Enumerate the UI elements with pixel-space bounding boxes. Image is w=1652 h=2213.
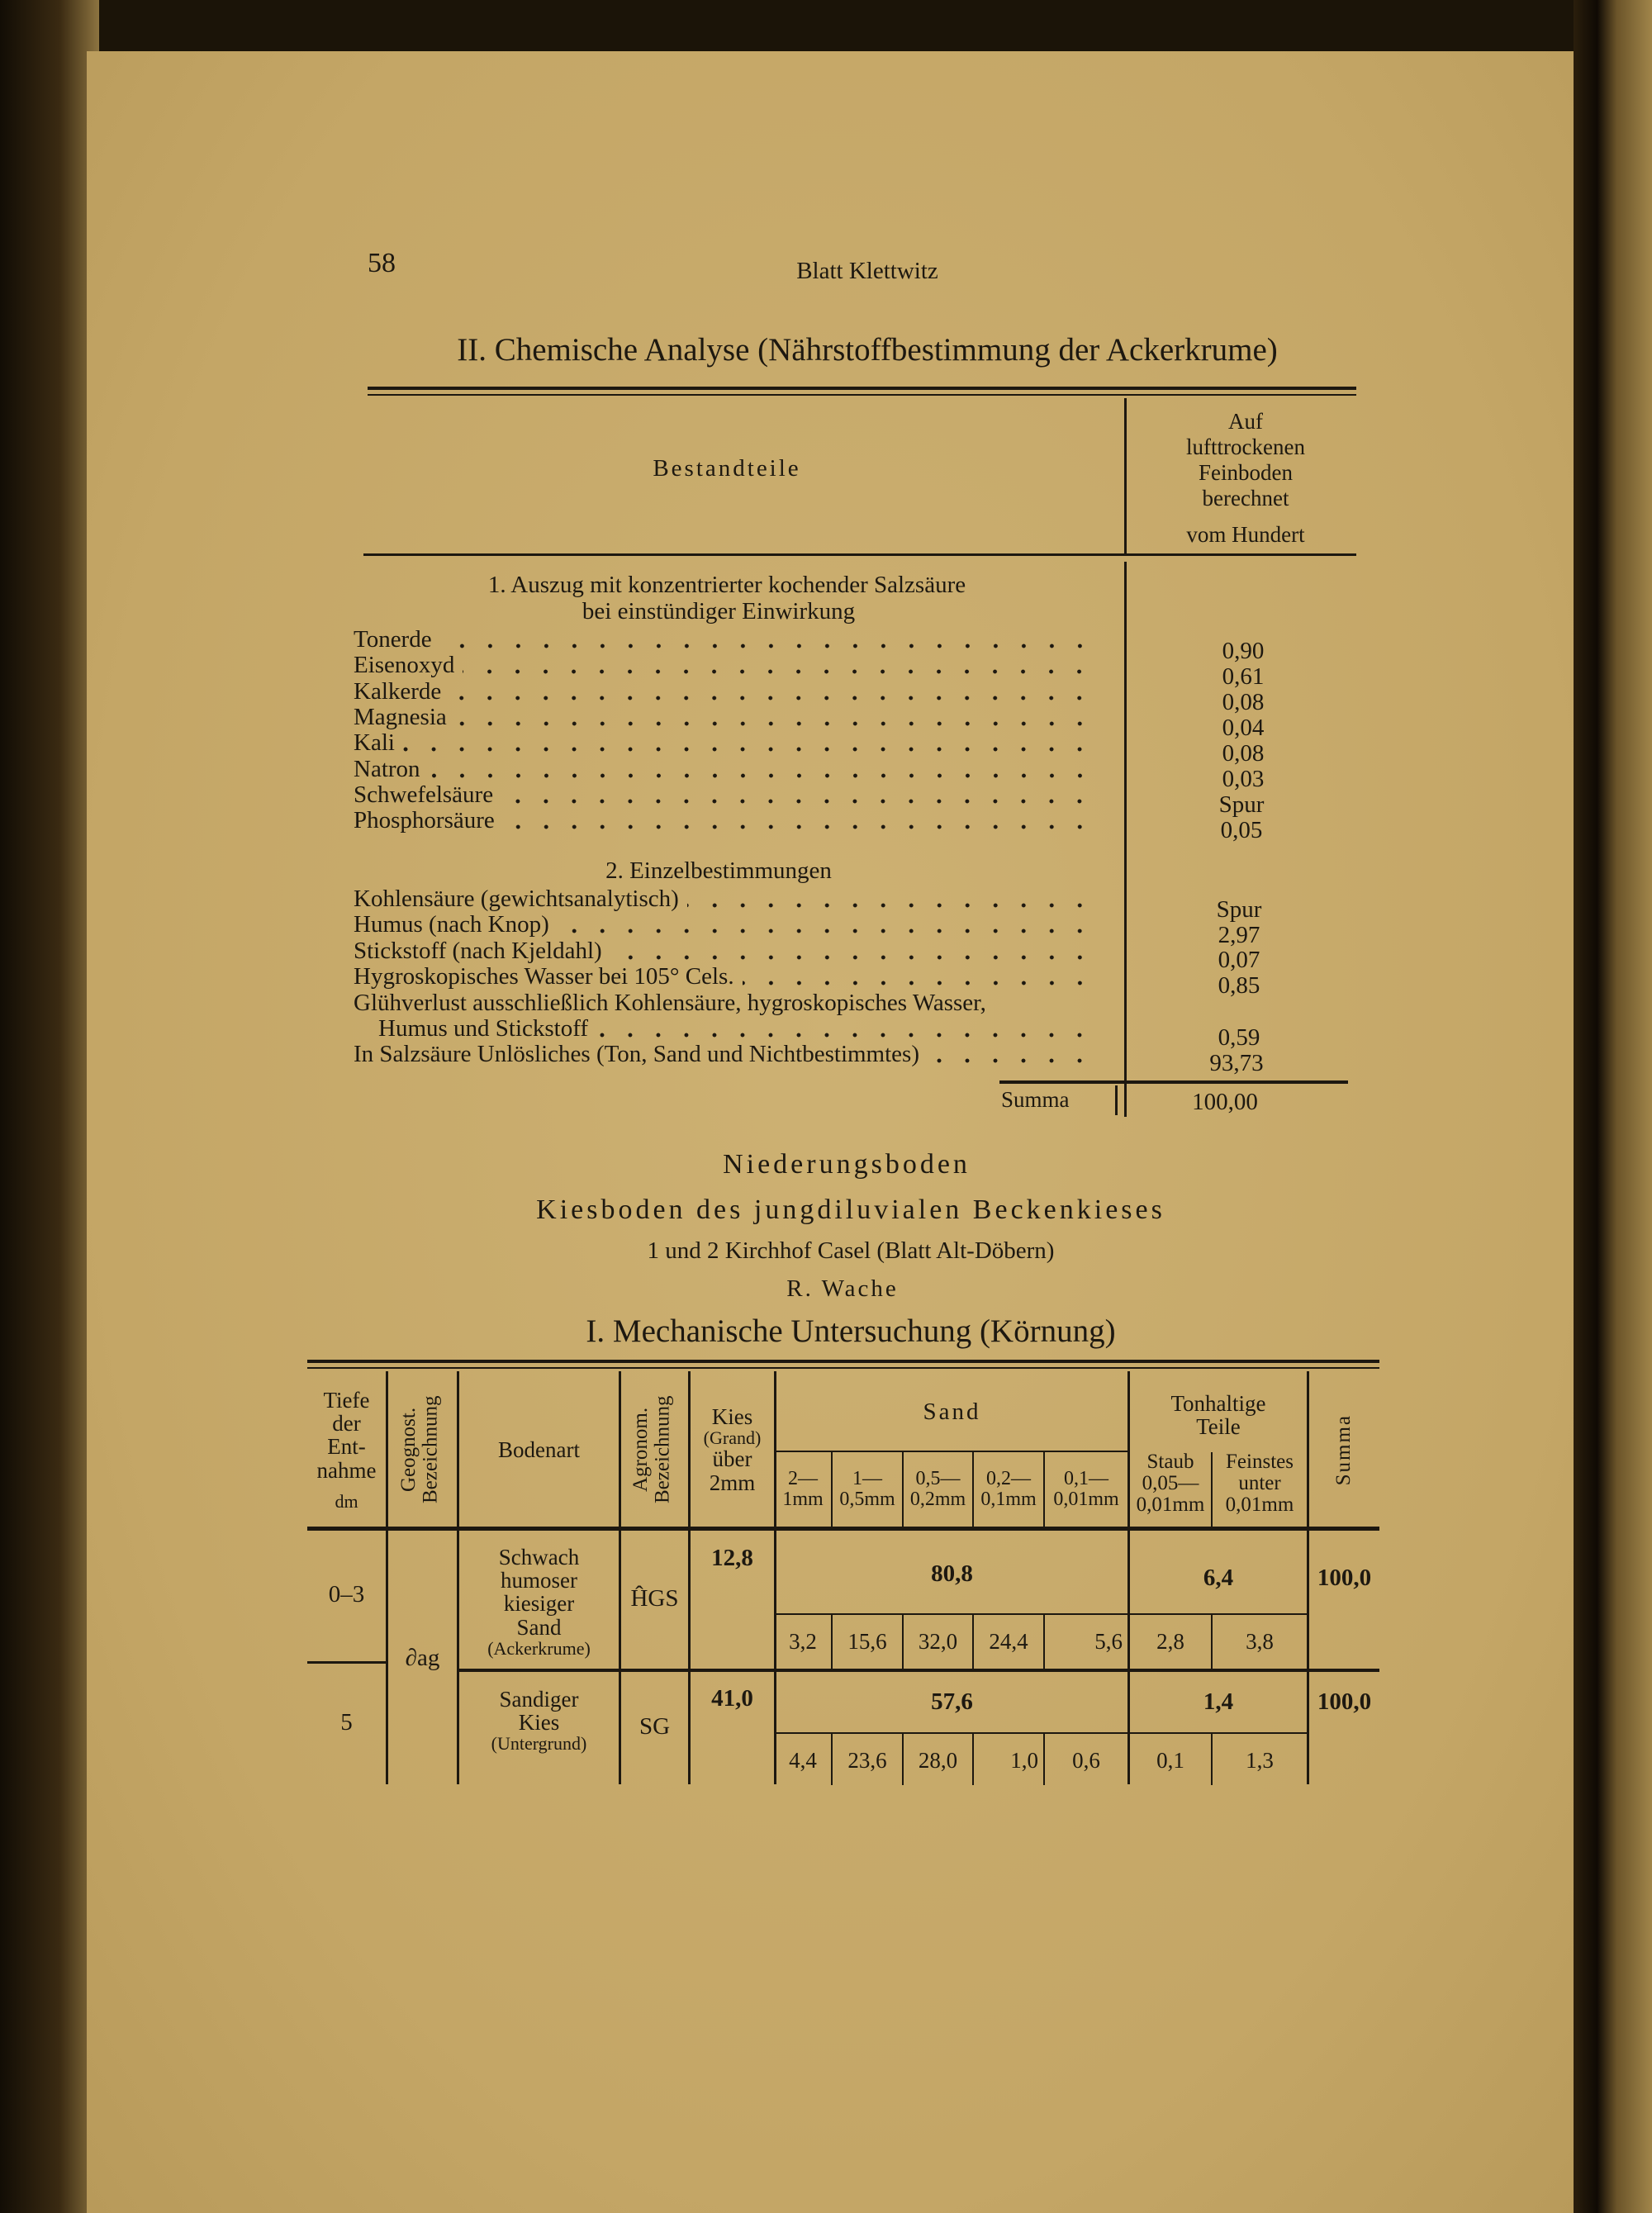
- bodenart-line: kiesiger: [503, 1591, 575, 1617]
- list-item: [354, 705, 1097, 729]
- header-sand-sub: [1045, 1452, 1127, 1527]
- header-sand-sub: [775, 1452, 831, 1527]
- header-text: 1—: [852, 1467, 882, 1489]
- ton-total: 1,4: [1203, 1688, 1234, 1715]
- horizontal-rule: [775, 1613, 1307, 1615]
- list-item: [354, 731, 1097, 755]
- item-label: Phosphorsäure: [354, 807, 495, 833]
- item-label: Natron: [354, 756, 420, 782]
- dot-leader: [449, 695, 1094, 701]
- agronom: ĤGS: [630, 1584, 679, 1612]
- chem-title: II. Chemische Analyse (Nährstoffbestimmung der Ackerkrume): [457, 332, 1278, 368]
- dot-leader: [455, 720, 1094, 727]
- header-line: lufttrockenen: [1186, 435, 1305, 459]
- ton-total: 6,4: [1203, 1564, 1234, 1591]
- header-geognost: [388, 1373, 457, 1527]
- header-text: dm: [335, 1491, 358, 1513]
- item-value: 0,61: [1222, 663, 1265, 690]
- dot-leader: [503, 824, 1094, 830]
- summa: 100,0: [1317, 1688, 1372, 1715]
- location: 1 und 2 Kirchhof Casel (Blatt Alt-Döbern): [647, 1237, 1055, 1264]
- bodenart: [459, 1677, 619, 1764]
- dot-leader: [743, 980, 1094, 986]
- sand-fraction: 0,6: [1072, 1748, 1100, 1774]
- header-text: Tonhaltige: [1170, 1390, 1266, 1416]
- feinstes: 1,3: [1246, 1748, 1274, 1774]
- header-feinstes: [1213, 1441, 1307, 1527]
- list-item: [354, 991, 1097, 1015]
- header-text: 0,5—: [915, 1467, 961, 1489]
- item-label: Glühverlust ausschließlich Kohlensäure, hygroskopisches Wasser,: [354, 990, 986, 1016]
- header-text: 0,5mm: [839, 1489, 895, 1510]
- item-label: Humus und Stickstoff: [378, 1015, 589, 1042]
- header-text: 0,01mm: [1225, 1494, 1294, 1517]
- sand-fraction: 5,6: [1094, 1629, 1123, 1655]
- tiefe: 0–3: [328, 1580, 365, 1608]
- header-text: 0,2—: [986, 1467, 1031, 1489]
- item-label: Humus (nach Knop): [354, 911, 549, 938]
- bodenart-line: (Untergrund): [491, 1733, 587, 1755]
- header-text: unter: [1238, 1471, 1281, 1494]
- summa: 100,0: [1317, 1564, 1372, 1591]
- section-subheading: Kiesboden des jungdiluvialen Beckenkieses: [536, 1194, 1165, 1225]
- item-label: Schwefelsäure: [354, 781, 494, 808]
- header-agronom: [621, 1373, 688, 1527]
- bodenart-line: Sand: [516, 1614, 562, 1640]
- header-sand-sub: [904, 1452, 972, 1527]
- header-bodenart: [459, 1373, 619, 1527]
- bodenart-line: (Ackerkrume): [487, 1638, 591, 1660]
- running-title: Blatt Klettwitz: [796, 258, 938, 284]
- list-item: [354, 887, 1097, 911]
- header-sand: Sand: [923, 1398, 981, 1425]
- rule: [368, 394, 1356, 396]
- summa-value: 100,00: [1192, 1089, 1258, 1115]
- header-text: 2—: [788, 1467, 818, 1489]
- list-item: [378, 1017, 1097, 1041]
- dot-leader: [687, 902, 1094, 909]
- header-summa: [1309, 1373, 1379, 1527]
- header-text: 0,1mm: [980, 1489, 1037, 1510]
- sand-fraction: 1,0: [1010, 1748, 1038, 1774]
- item-value: 0,03: [1222, 766, 1265, 792]
- rule: [368, 387, 1356, 390]
- item-value: 0,59: [1218, 1024, 1260, 1051]
- dot-leader: [440, 643, 1094, 649]
- dot-leader: [928, 1057, 1094, 1064]
- staub: 0,1: [1156, 1748, 1184, 1774]
- header-text: über: [712, 1446, 752, 1472]
- list-item: [354, 1042, 1097, 1066]
- dot-leader: [596, 1032, 1094, 1038]
- author: R. Wache: [786, 1275, 899, 1302]
- sum-rule: [999, 1080, 1348, 1084]
- item-label: Hygroskopisches Wasser bei 105° Cels.: [354, 963, 734, 990]
- header-text: Kies: [711, 1403, 753, 1429]
- rule: [363, 553, 1356, 556]
- sand-fraction: 23,6: [847, 1748, 887, 1774]
- list-item: [354, 783, 1097, 807]
- list-item: [354, 653, 1097, 677]
- header-text: (Grand): [703, 1427, 762, 1449]
- kies: 12,8: [711, 1544, 753, 1571]
- header-line: Auf: [1228, 409, 1263, 434]
- col-divider: [1124, 398, 1127, 553]
- header-text: Bodenart: [498, 1437, 580, 1462]
- table-title: I. Mechanische Untersuchung (Körnung): [586, 1313, 1116, 1349]
- item-value: 0,90: [1222, 638, 1265, 664]
- section1-heading: 1. Auszug mit konzentrierter kochender Salzsäure: [487, 572, 966, 598]
- header-text: Staub: [1146, 1450, 1194, 1473]
- item-label: Kali: [354, 729, 395, 756]
- dot-leader: [429, 772, 1094, 779]
- item-value: 93,73: [1209, 1050, 1264, 1076]
- col-bestandteile: Bestandteile: [653, 455, 801, 482]
- item-value: Spur: [1218, 791, 1265, 818]
- sand-total: 80,8: [931, 1560, 973, 1587]
- dot-leader: [501, 798, 1094, 805]
- header-text: Summa: [1332, 1413, 1355, 1486]
- header-tiefe: [307, 1373, 386, 1527]
- col-divider: [1115, 1085, 1118, 1115]
- bodenart-line: Kies: [518, 1709, 560, 1735]
- item-value: 2,97: [1218, 922, 1260, 948]
- header-text: nahme: [316, 1457, 377, 1483]
- col-divider: [1124, 562, 1127, 1117]
- header-text: 0,05—: [1142, 1471, 1199, 1494]
- header-staub: [1130, 1441, 1211, 1527]
- item-value: 0,08: [1222, 689, 1265, 715]
- header-text: Agronom. Bezeichnung: [629, 1395, 673, 1504]
- bodenart-line: Schwach: [498, 1544, 580, 1570]
- bodenart-line: humoser: [501, 1568, 577, 1593]
- dot-leader: [403, 746, 1094, 753]
- sand-fraction: 15,6: [847, 1629, 887, 1655]
- header-line: vom Hundert: [1186, 522, 1305, 547]
- item-value: 0,05: [1220, 817, 1263, 843]
- header-sand-sub: [974, 1452, 1043, 1527]
- tiefe: 5: [340, 1708, 353, 1736]
- header-text: Ent-: [327, 1434, 366, 1460]
- item-label: Kohlensäure (gewichtsanalytisch): [354, 886, 679, 912]
- header-text: 2mm: [709, 1470, 756, 1495]
- list-item: [354, 757, 1097, 781]
- header-text: Teile: [1196, 1414, 1241, 1439]
- header-line: berechnet: [1202, 486, 1289, 511]
- scan-left-edge: [0, 0, 99, 2213]
- feinstes: 3,8: [1246, 1629, 1274, 1655]
- staub: 2,8: [1156, 1629, 1184, 1655]
- header-text: 1mm: [782, 1489, 824, 1510]
- item-value: Spur: [1216, 896, 1262, 923]
- list-item: [354, 965, 1097, 989]
- sand-fraction: 3,2: [789, 1629, 817, 1655]
- item-label: Stickstoff (nach Kjeldahl): [354, 938, 602, 964]
- header-text: 0,2mm: [909, 1489, 966, 1510]
- scan-right-edge: [1574, 0, 1652, 2213]
- item-label: Eisenoxyd: [354, 652, 455, 678]
- section2-heading: 2. Einzelbestimmungen: [605, 857, 832, 884]
- bodenart-line: Sandiger: [499, 1686, 579, 1712]
- dot-leader: [558, 928, 1094, 934]
- item-value: 0,04: [1222, 715, 1265, 741]
- list-item: [354, 680, 1097, 704]
- bodenart: [459, 1535, 619, 1669]
- horizontal-rule: [307, 1360, 1379, 1363]
- list-item: [354, 809, 1097, 833]
- horizontal-rule: [775, 1732, 1307, 1734]
- header-text: der: [332, 1411, 361, 1437]
- sand-fraction: 28,0: [918, 1748, 958, 1774]
- header-text: 0,1—: [1064, 1467, 1108, 1489]
- list-item: [354, 939, 1097, 963]
- section-heading: Niederungsboden: [723, 1149, 971, 1180]
- header-text: Feinstes: [1226, 1450, 1294, 1473]
- header-text: Tiefe: [323, 1387, 370, 1413]
- item-value: 0,08: [1222, 740, 1265, 767]
- header-sand-sub: [833, 1452, 902, 1527]
- agronom: SG: [638, 1712, 671, 1740]
- item-value: 0,85: [1218, 972, 1260, 999]
- geognost-value: ∂ag: [405, 1645, 440, 1672]
- sand-fraction: 32,0: [918, 1629, 958, 1655]
- item-label: In Salzsäure Unlösliches (Ton, Sand und Nichtbestimmtes): [354, 1041, 919, 1067]
- list-item: [354, 628, 1097, 652]
- page: [87, 51, 1586, 2213]
- sand-fraction: 4,4: [789, 1748, 817, 1774]
- section1-heading: bei einstündiger Einwirkung: [582, 598, 856, 624]
- sand-fraction: 24,4: [989, 1629, 1028, 1655]
- horizontal-rule: [307, 1661, 386, 1664]
- header-text: 0,01mm: [1136, 1494, 1205, 1517]
- item-label: Kalkerde: [354, 678, 442, 705]
- list-item: [354, 913, 1097, 937]
- page-number: 58: [368, 248, 396, 278]
- dot-leader: [610, 954, 1094, 961]
- summa-label: Summa: [1001, 1087, 1070, 1112]
- header-text: 0,01mm: [1053, 1489, 1119, 1510]
- sand-total: 57,6: [931, 1688, 973, 1715]
- item-value: 0,07: [1218, 947, 1260, 973]
- header-line: Feinboden: [1199, 460, 1293, 485]
- item-label: Tonerde: [354, 626, 432, 653]
- header-text: Geognost. Bezeichnung: [396, 1395, 441, 1504]
- header-kies: [691, 1373, 774, 1527]
- horizontal-rule: [307, 1367, 1379, 1369]
- item-label: Magnesia: [354, 704, 447, 730]
- horizontal-rule: [307, 1527, 1379, 1531]
- dot-leader: [463, 668, 1094, 675]
- horizontal-rule: [457, 1669, 1379, 1672]
- kies: 41,0: [711, 1684, 753, 1712]
